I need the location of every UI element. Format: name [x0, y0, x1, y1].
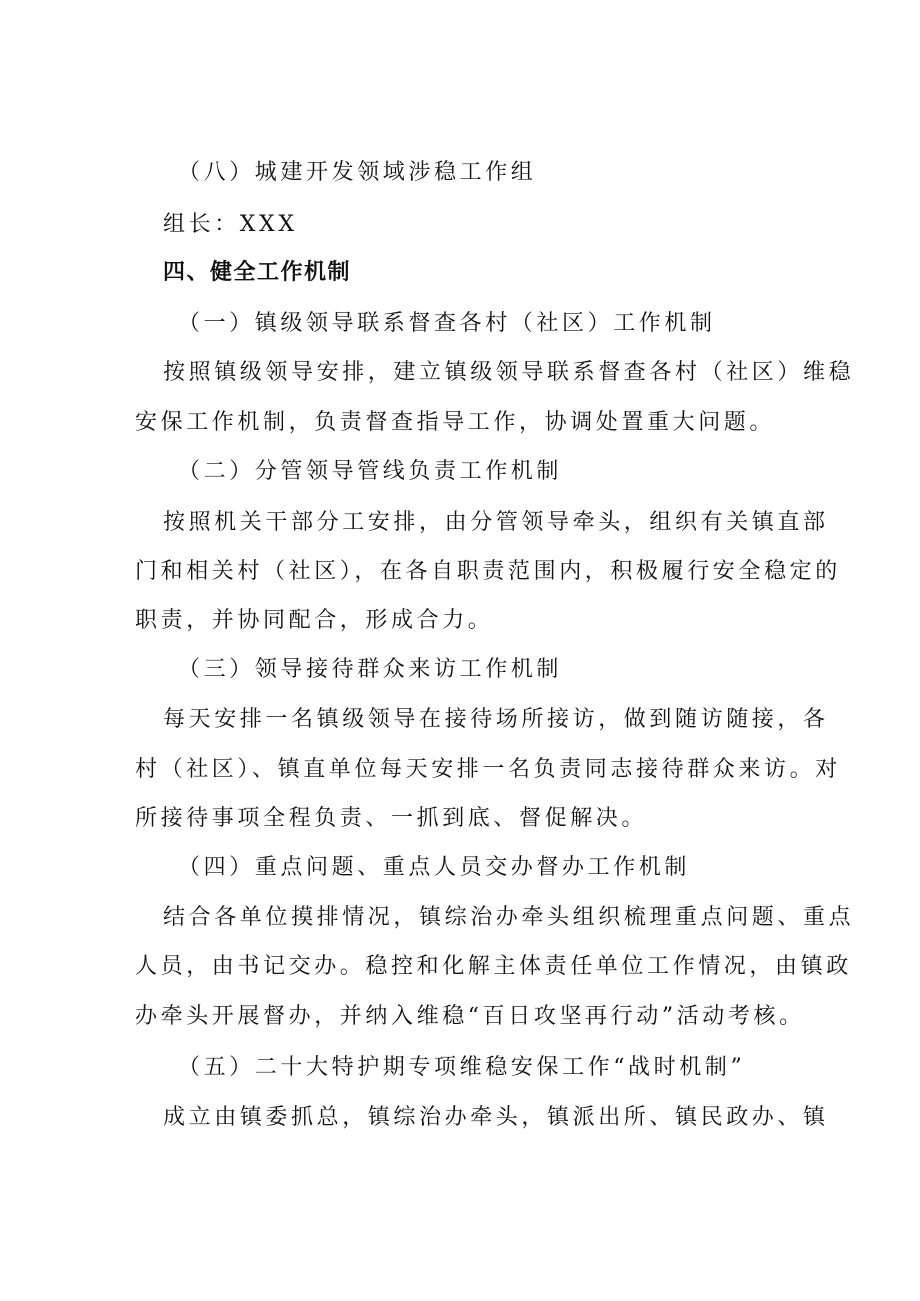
- paragraph-line: 门和相关村（社区），在各自职责范围内，积极履行安全稳定的: [135, 559, 841, 584]
- subheading-8: （八）城建开发领域涉稳工作组: [178, 160, 537, 185]
- subheading-5: （五）二十大特护期专项维稳安保工作“战时机制”: [178, 1055, 746, 1080]
- group-leader-line: 组长：XXX: [163, 212, 298, 237]
- subheading-4: （四）重点问题、重点人员交办督办工作机制: [178, 855, 691, 880]
- paragraph-line: 成立由镇委抓总，镇综治办牵头，镇派出所、镇民政办、镇: [163, 1105, 829, 1130]
- subheading-1: （一）镇级领导联系督查各村（社区）工作机制: [178, 311, 716, 336]
- subheading-3: （三）领导接待群众来访工作机制: [178, 657, 563, 682]
- paragraph-line: 按照镇级领导安排，建立镇级领导联系督查各村（社区）维稳: [163, 360, 855, 385]
- paragraph-line: 按照机关干部分工安排，由分管领导牵头，组织有关镇直部: [163, 510, 829, 535]
- subheading-2: （二）分管领导管线负责工作机制: [178, 459, 563, 484]
- paragraph-line: 办牵头开展督办，并纳入维稳“百日攻坚再行动”活动考核。: [135, 1004, 805, 1029]
- section-heading-4: 四、健全工作机制: [163, 260, 352, 285]
- paragraph-line: 结合各单位摸排情况，镇综治办牵头组织梳理重点问题、重点: [163, 905, 855, 930]
- paragraph-line: 所接待事项全程负责、一抓到底、督促解决。: [135, 806, 648, 831]
- paragraph-line: 村（社区）、镇直单位每天安排一名负责同志接待群众来访。对: [135, 757, 841, 782]
- paragraph-line: 人员，由书记交办。稳控和化解主体责任单位工作情况，由镇政: [135, 954, 852, 979]
- paragraph-line: 每天安排一名镇级领导在接待场所接访，做到随访随接，各: [163, 707, 829, 732]
- paragraph-line: 职责，并协同配合，形成合力。: [135, 608, 494, 633]
- paragraph-line: 安保工作机制，负责督查指导工作，协调处置重大问题。: [135, 410, 776, 435]
